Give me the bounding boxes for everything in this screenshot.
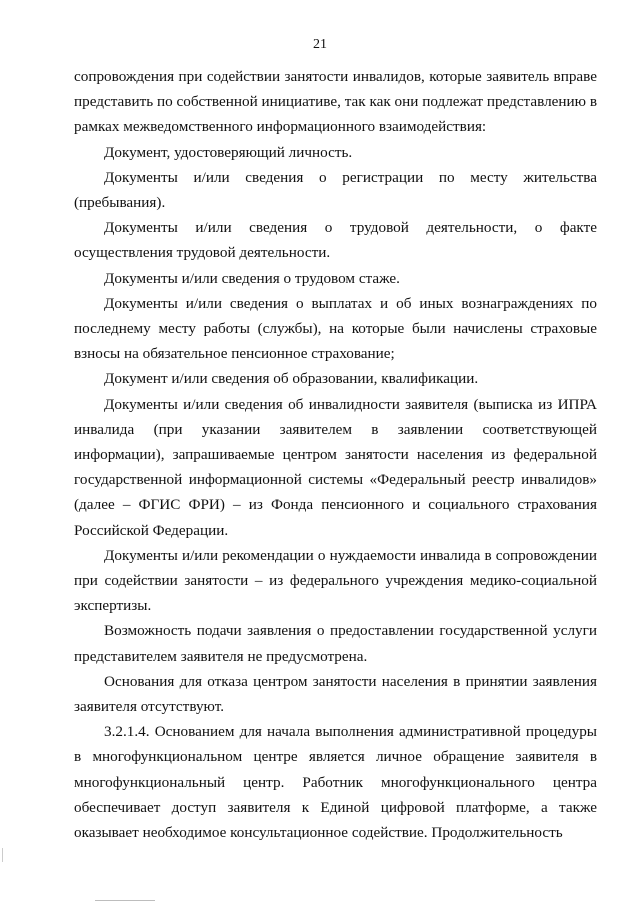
- scan-bottom-mark: [95, 900, 155, 901]
- paragraph-continuation: сопровождения при содействии занятости инвалидов, которые заявитель вправе представить по собственной инициативе, так как они подлежат представлению в рамках межведомственного информационного взаимодействия:: [74, 68, 597, 136]
- paragraph-registration: Документы и/или сведения о регистрации по месту жительства (пребывания).: [74, 168, 597, 212]
- paragraph-recommendations: Документы и/или рекомендации о нуждаемости инвалида в сопровождении при содействии занятости – из федерального учреждения медико-социальной экспертизы.: [74, 546, 597, 615]
- paragraph-labor-experience: Документы и/или сведения о трудовом стаже.: [104, 269, 400, 287]
- paragraph-section-3-2-1-4: 3.2.1.4. Основанием для начала выполнения административной процедуры в многофункциональном центре является личное обращение заявителя в многофункциональный центр. Работник многофункционального центра обеспечивает доступ заявителя к Единой цифровой платформе, а также оказывает необходимое консультационное содействие. Продолжительность: [74, 723, 597, 842]
- paragraph-payments: Документы и/или сведения о выплатах и об иных вознаграждениях по последнему месту работы (службы), на которые были начислены страховые взносы на обязательное пенсионное страхование;: [74, 294, 597, 363]
- paragraph-labor-activity: Документы и/или сведения о трудовой деятельности, о факте осуществления трудовой деятельности.: [74, 219, 597, 262]
- paragraph-representative: Возможность подачи заявления о предоставлении государственной услуги представителем заявителя не предусмотрена.: [74, 622, 597, 665]
- paragraph-identity-document: Документ, удостоверяющий личность.: [104, 143, 353, 161]
- scan-edge-mark: [2, 848, 3, 862]
- document-body: [74, 64, 597, 845]
- page-number: 21: [313, 37, 327, 52]
- paragraph-disability: Документы и/или сведения об инвалидности заявителя (выписка из ИПРА инвалида (при указании заявителем в заявлении соответствующей информации), запрашиваемые центром занятости населения из федеральной государственной информационной системы «Федеральный реестр инвалидов» (далее – ФГИС ФРИ) – из Фонда пенсионного и социального страхования Российской Федерации.: [74, 395, 597, 539]
- paragraph-education: Документ и/или сведения об образовании, квалификации.: [104, 370, 479, 388]
- paragraph-refusal-grounds: Основания для отказа центром занятости населения в принятии заявления заявителя отсутствуют.: [74, 672, 597, 716]
